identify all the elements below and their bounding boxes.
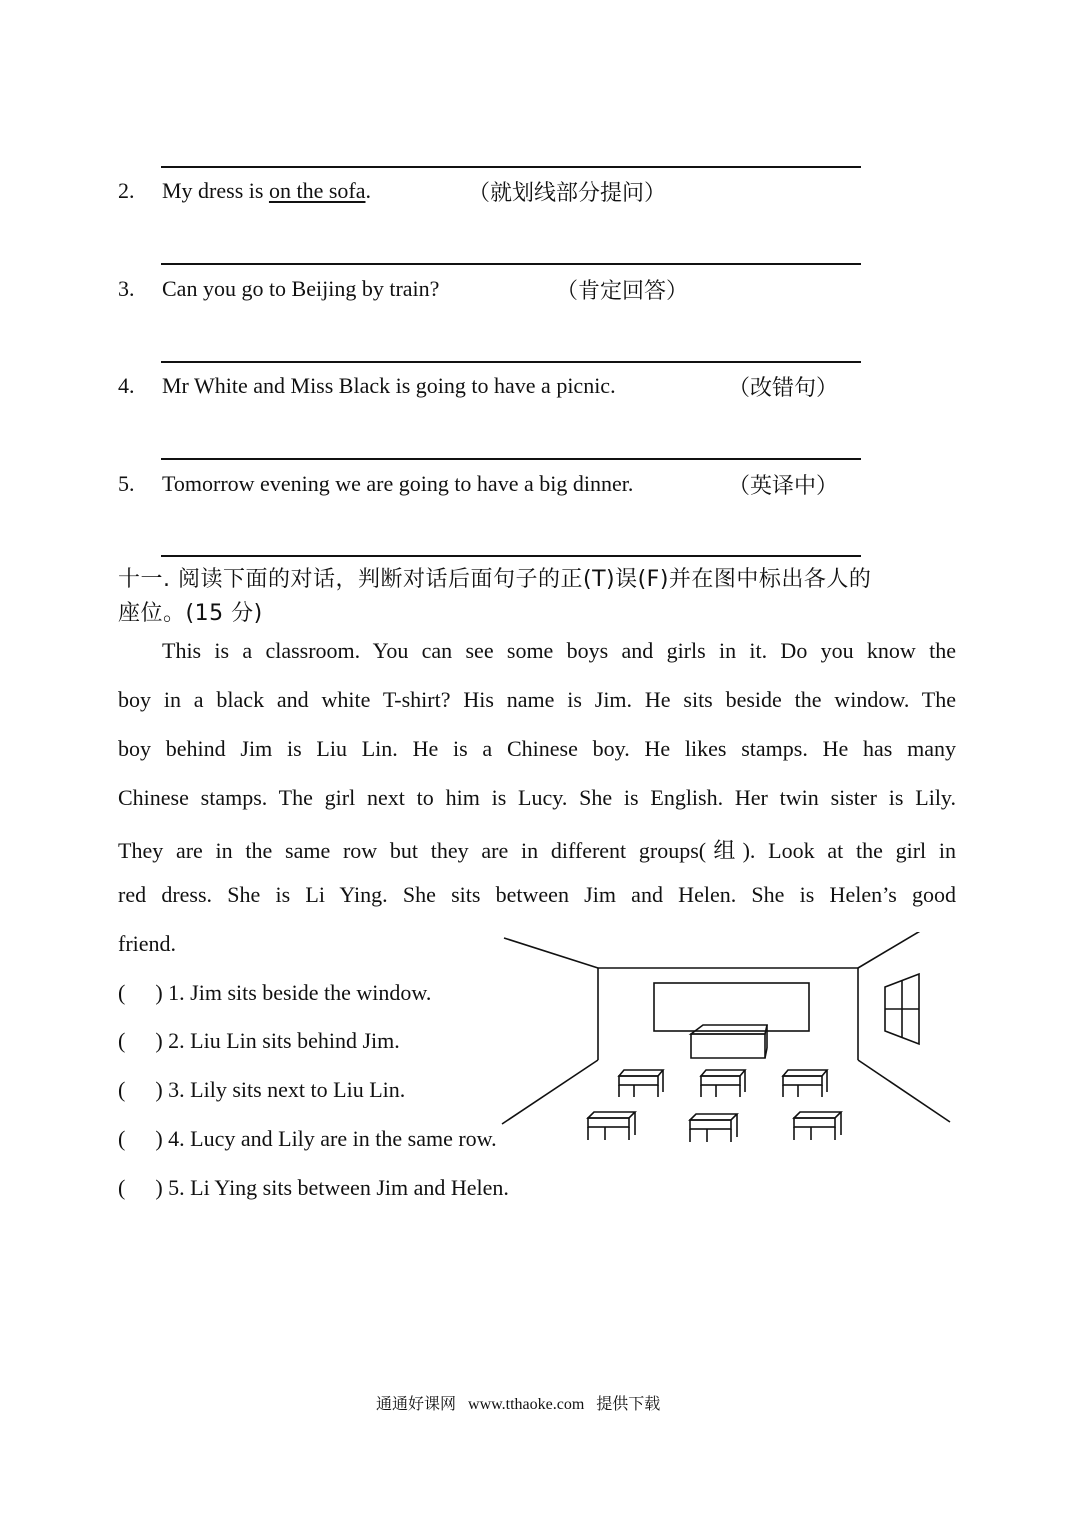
judgement-item [118,1077,405,1103]
passage-line: red dress. She is Li Ying. She sits between Jim and Helen. She is Helen’s good [118,882,956,907]
left-floor-edge [502,1060,598,1124]
judgement-item [118,1175,509,1201]
judgement-text: 2. Liu Lin sits behind Jim. [168,1028,400,1053]
answer-line-3[interactable] [161,361,861,363]
left-wall-top-edge [504,938,598,968]
section-heading: 十一. 阅读下面的对话，判断对话后面句子的正(T)误(F)并在图中标出各人的 [118,567,872,592]
classroom-illustration [495,932,955,1152]
answer-paren-open[interactable]: ( [118,1028,126,1053]
answer-paren-close[interactable]: ) [155,1077,163,1102]
right-wall-top-edge [858,932,932,968]
answer-paren-open[interactable]: ( [118,1126,126,1151]
section-heading-score: 座位。(15 分) [118,601,263,626]
answer-paren-close[interactable]: ) [155,1175,163,1200]
judgement-item [118,1028,400,1054]
footer-site-name: 通通好课网 [376,1394,457,1413]
question-hint: （肯定回答） [556,279,689,304]
judgement-text: 4. Lucy and Lily are in the same row. [168,1126,497,1151]
footer-url[interactable]: www.tthaoke.com [468,1396,585,1413]
question-number: 5. [118,471,135,496]
passage-line: Chinese stamps. The girl next to him is Lucy. She is English. Her twin sister is Lily. [118,785,956,810]
answer-paren-open[interactable]: ( [118,1077,126,1102]
answer-paren-open[interactable]: ( [118,980,126,1005]
blackboard [654,983,809,1031]
question-text-post: . [365,178,371,203]
question-number: 3. [118,276,135,301]
student-desk [619,1070,663,1097]
judgement-text: 5. Li Ying sits between Jim and Helen. [168,1175,509,1200]
passage-line: friend. [118,931,177,956]
question-hint: （英译中） [728,474,839,499]
question-text: Mr White and Miss Black is going to have a picnic. [162,373,616,398]
passage-line: They are in the same row but they are in different groups(组). Look at the girl in [118,838,956,863]
window [885,974,919,1044]
question-text [162,178,371,204]
judgement-text: 3. Lily sits next to Liu Lin. [168,1077,406,1102]
question-text-pre: My dress is [162,178,269,203]
passage-line: boy in a black and white T-shirt? His name is Jim. He sits beside the window. The [118,687,956,712]
question-text: Can you go to Beijing by train? [162,276,440,301]
question-number: 4. [118,373,135,398]
answer-line-2[interactable] [161,263,861,265]
question-hint: （就划线部分提问） [468,181,667,206]
judgement-item [118,1126,497,1152]
answer-paren-close[interactable]: ) [155,1126,163,1151]
question-number: 2. [118,178,135,203]
answer-line-5[interactable] [161,555,861,557]
judgement-text: 1. Jim sits beside the window. [168,980,432,1005]
student-desk [783,1070,827,1097]
answer-line-4[interactable] [161,458,861,460]
teacher-desk [691,1025,767,1058]
answer-paren-open[interactable]: ( [118,1175,126,1200]
passage-line: This is a classroom. You can see some boys and girls in it. Do you know the [162,638,956,663]
answer-paren-close[interactable]: ) [155,1028,163,1053]
right-floor-edge [858,1060,950,1122]
question-text: Tomorrow evening we are going to have a big dinner. [162,471,634,496]
answer-line-1[interactable] [161,166,861,168]
student-desk [588,1112,635,1140]
page-footer [376,1391,660,1414]
footer-tail: 提供下载 [596,1394,661,1413]
answer-paren-close[interactable]: ) [155,980,163,1005]
passage-line: boy behind Jim is Liu Lin. He is a Chinese boy. He likes stamps. He has many [118,736,956,761]
judgement-item [118,980,431,1006]
question-hint: （改错句） [728,376,839,401]
underlined-phrase: on the sofa [268,178,366,203]
student-desk [794,1112,841,1140]
student-desk [701,1070,745,1097]
student-desk [690,1114,737,1142]
